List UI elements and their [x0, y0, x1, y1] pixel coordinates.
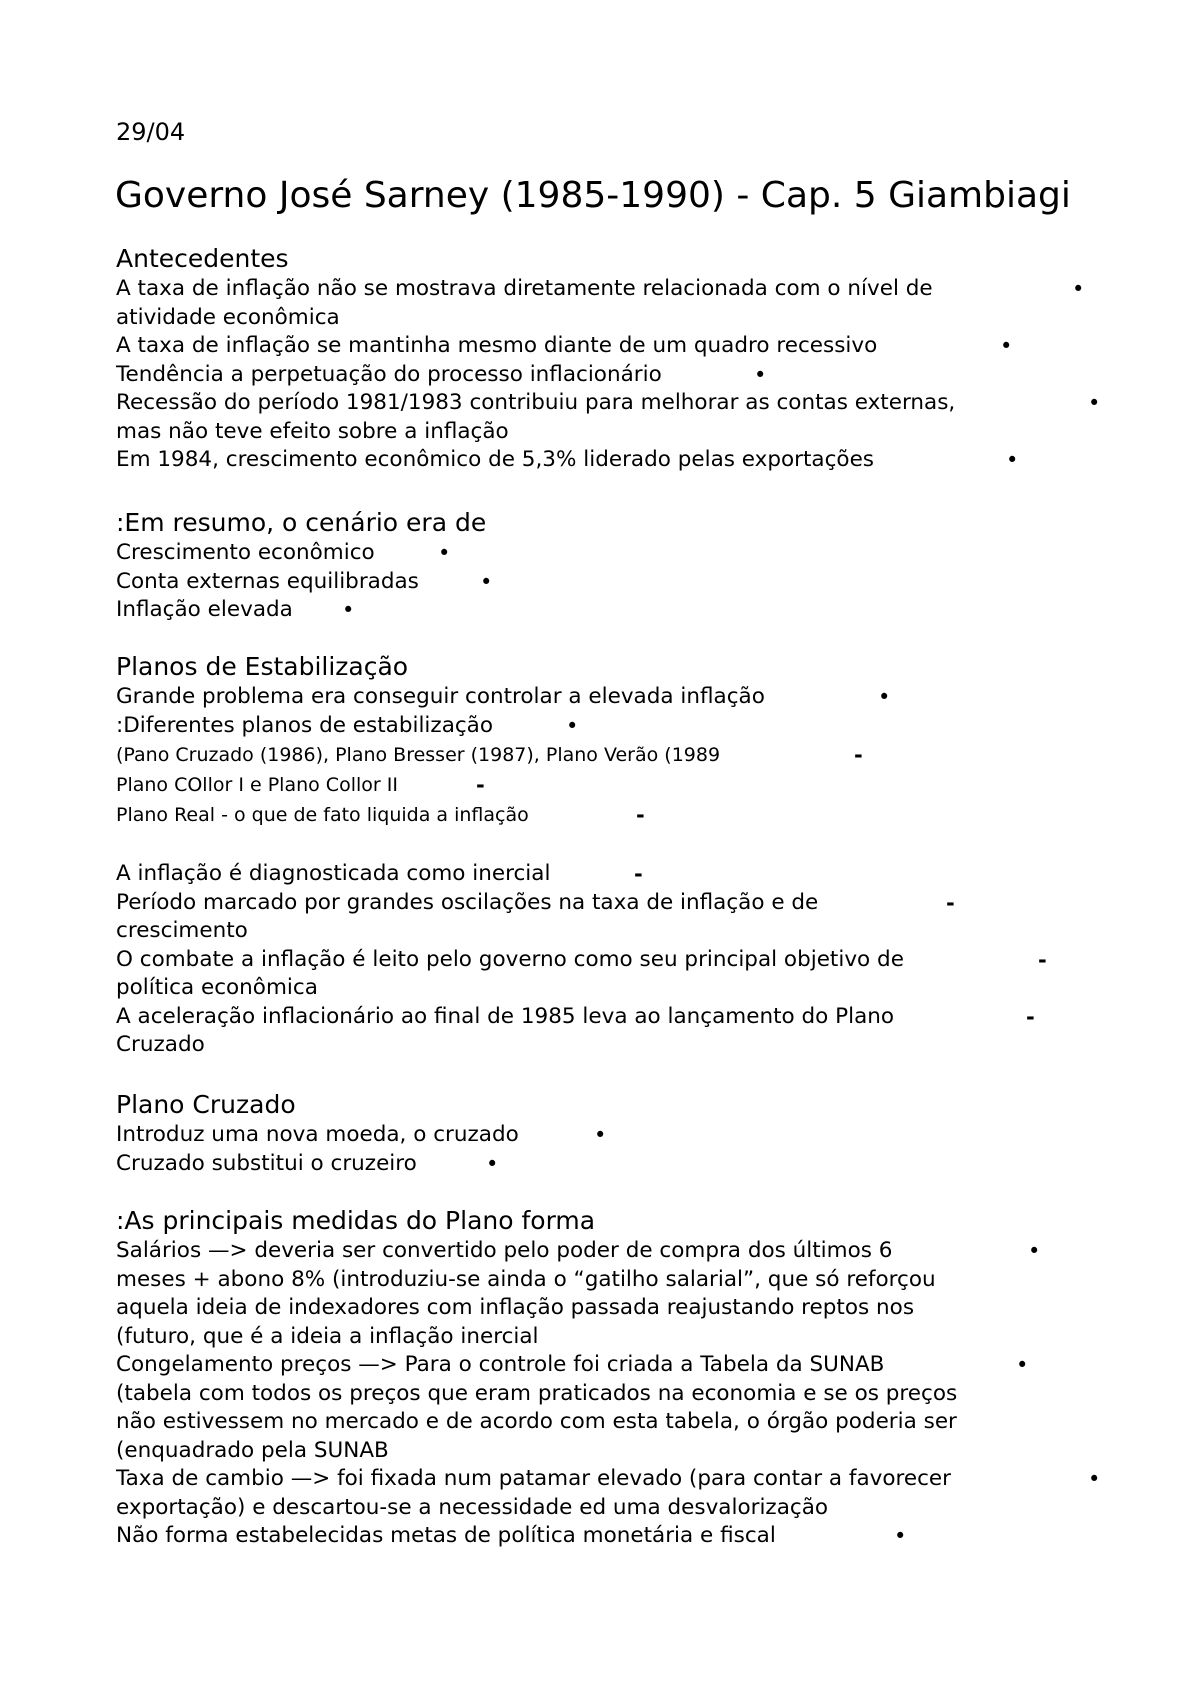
item-text: Tendência a perpetuação do processo inflacionário [116, 361, 662, 387]
list-item-continuation [116, 1380, 1096, 1409]
item-text: A taxa de inflação não se mostrava diretamente relacionada com o nível de [116, 276, 933, 301]
list-item [116, 946, 1096, 975]
list-item [116, 1003, 1096, 1032]
list-item [116, 712, 1096, 741]
bullet-marker: • [1000, 334, 1013, 358]
item-text: Crescimento econômico [116, 540, 375, 565]
item-text: Conta externas equilibradas [116, 568, 419, 594]
bullet-marker: • [894, 1524, 907, 1548]
bullet-marker: • [1028, 1239, 1041, 1263]
item-text: meses + abono 8% (introduziu-se ainda o “gatilho salarial”, que só reforçou [116, 1266, 936, 1292]
dash-marker: - [1038, 947, 1047, 972]
dash-marker: - [854, 743, 863, 767]
item-text: :Diferentes planos de estabilização [116, 712, 494, 738]
section-heading: :As principais medidas do Plano forma [116, 1206, 596, 1235]
item-text: Cruzado [116, 1032, 205, 1057]
bullet-marker: • [594, 1123, 607, 1147]
list-item-continuation [116, 1494, 1096, 1523]
item-text: Não forma estabelecidas metas de política monetária e fiscal [116, 1523, 776, 1548]
item-text: Introduz uma nova moeda, o cruzado [116, 1122, 519, 1147]
list-item [116, 1351, 1096, 1380]
section-heading: Plano Cruzado [116, 1090, 296, 1119]
list-item [116, 361, 1096, 390]
date-label: 29/04 [116, 118, 186, 146]
item-text: Cruzado substitui o cruzeiro [116, 1150, 417, 1176]
section-medidas [116, 1206, 1101, 1551]
list-item [116, 1150, 1096, 1179]
item-text: Em 1984, crescimento econômico de 5,3% liderado pelas exportações [116, 447, 875, 472]
dash-marker: - [634, 862, 643, 886]
item-text: mas não teve efeito sobre a inflação [116, 418, 509, 444]
bullet-marker: • [1016, 1353, 1029, 1377]
section-planos [116, 652, 1096, 830]
list-item-continuation [116, 304, 1096, 333]
bullet-marker: • [1006, 448, 1019, 472]
list-item [116, 568, 1096, 597]
item-text: exportação) e descartou-se a necessidade ed uma desvalorização [116, 1494, 829, 1520]
dash-marker: - [1026, 1004, 1035, 1029]
list-item [116, 860, 1096, 889]
item-text: Salários —> deveria ser convertido pelo poder de compra dos últimos 6 [116, 1238, 893, 1263]
list-item [116, 800, 1096, 830]
list-item [116, 539, 1096, 568]
item-text: Plano Real - o que de fato liquida a inflação [116, 804, 529, 826]
list-item-continuation [116, 917, 1096, 946]
list-item [116, 770, 1096, 800]
bullet-marker: • [1088, 1467, 1101, 1491]
item-text: Congelamento preços —> Para o controle foi criada a Tabela da SUNAB [116, 1352, 885, 1377]
item-text: Grande problema era conseguir controlar a elevada inflação [116, 684, 765, 709]
section-plano-cruzado [116, 1090, 1096, 1178]
item-text: A aceleração inflacionário ao final de 1985 leva ao lançamento do Plano [116, 1003, 895, 1029]
section-heading: :Em resumo, o cenário era de [116, 508, 487, 537]
list-item-continuation [116, 1323, 1096, 1352]
bullet-marker: • [480, 569, 493, 594]
bullet-marker: • [878, 685, 891, 709]
page-title: Governo José Sarney (1985-1990) - Cap. 5 Giambiagi [115, 175, 1071, 216]
item-text: O combate a inflação é leito pelo governo como seu principal objetivo de [116, 946, 904, 972]
item-text: aquela ideia de indexadores com inflação passada reajustando reptos nos [116, 1295, 915, 1320]
bullet-marker: • [486, 1151, 499, 1176]
section-heading: Antecedentes [116, 244, 289, 273]
list-item [116, 332, 1096, 361]
section-antecedentes [116, 244, 1101, 475]
dash-marker: - [946, 890, 955, 915]
list-item-continuation [116, 1294, 1096, 1323]
list-item [116, 1465, 1101, 1494]
list-item-continuation [116, 1408, 1096, 1437]
list-item-continuation [116, 1266, 1096, 1295]
item-text: (enquadrado pela SUNAB [116, 1437, 389, 1463]
item-text: (Pano Cruzado (1986), Plano Bresser (1987), Plano Verão (1989 [116, 744, 721, 766]
item-text: A taxa de inflação se mantinha mesmo diante de um quadro recessivo [116, 333, 878, 358]
bullet-marker: • [566, 713, 579, 738]
item-text: Plano COllor I e Plano Collor II [116, 774, 398, 796]
bullet-marker: • [342, 598, 355, 622]
bullet-marker: • [754, 362, 767, 387]
list-item [116, 889, 1096, 918]
bullet-marker: • [1088, 391, 1101, 415]
item-text: política econômica [116, 975, 318, 1000]
section-diagnostico [116, 860, 1096, 1060]
list-item [116, 446, 1096, 475]
item-text: (futuro, que é a ideia a inflação inercial [116, 1323, 539, 1349]
list-item-continuation [116, 418, 1096, 447]
list-item [116, 1121, 1096, 1150]
list-item [116, 275, 1096, 304]
list-item [116, 683, 1096, 712]
list-item [116, 389, 1101, 418]
bullet-marker: • [438, 541, 451, 565]
list-item-continuation [116, 1437, 1096, 1466]
item-text: atividade econômica [116, 304, 340, 330]
item-text: crescimento [116, 918, 248, 943]
item-text: A inflação é diagnosticada como inercial [116, 861, 551, 886]
item-text: Taxa de cambio —> foi fixada num patamar elevado (para contar a favorecer [116, 1466, 951, 1491]
item-text: (tabela com todos os preços que eram praticados na economia e se os preços [116, 1380, 958, 1406]
item-text: não estivessem no mercado e de acordo com esta tabela, o órgão poderia ser [116, 1409, 957, 1434]
item-text: Inflação elevada [116, 597, 293, 622]
list-item [116, 740, 1096, 770]
list-item [116, 1237, 1096, 1266]
section-resumo [116, 508, 1096, 625]
dash-marker: - [636, 803, 645, 827]
list-item [116, 1522, 1096, 1551]
item-text: Período marcado por grandes oscilações na taxa de inflação e de [116, 889, 819, 915]
bullet-marker: • [1072, 277, 1085, 301]
list-item-continuation [116, 1031, 1096, 1060]
list-item [116, 596, 1096, 625]
list-item-continuation [116, 974, 1096, 1003]
section-heading: Planos de Estabilização [116, 652, 409, 681]
item-text: Recessão do período 1981/1983 contribuiu para melhorar as contas externas, [116, 390, 956, 415]
dash-marker: - [476, 773, 485, 797]
